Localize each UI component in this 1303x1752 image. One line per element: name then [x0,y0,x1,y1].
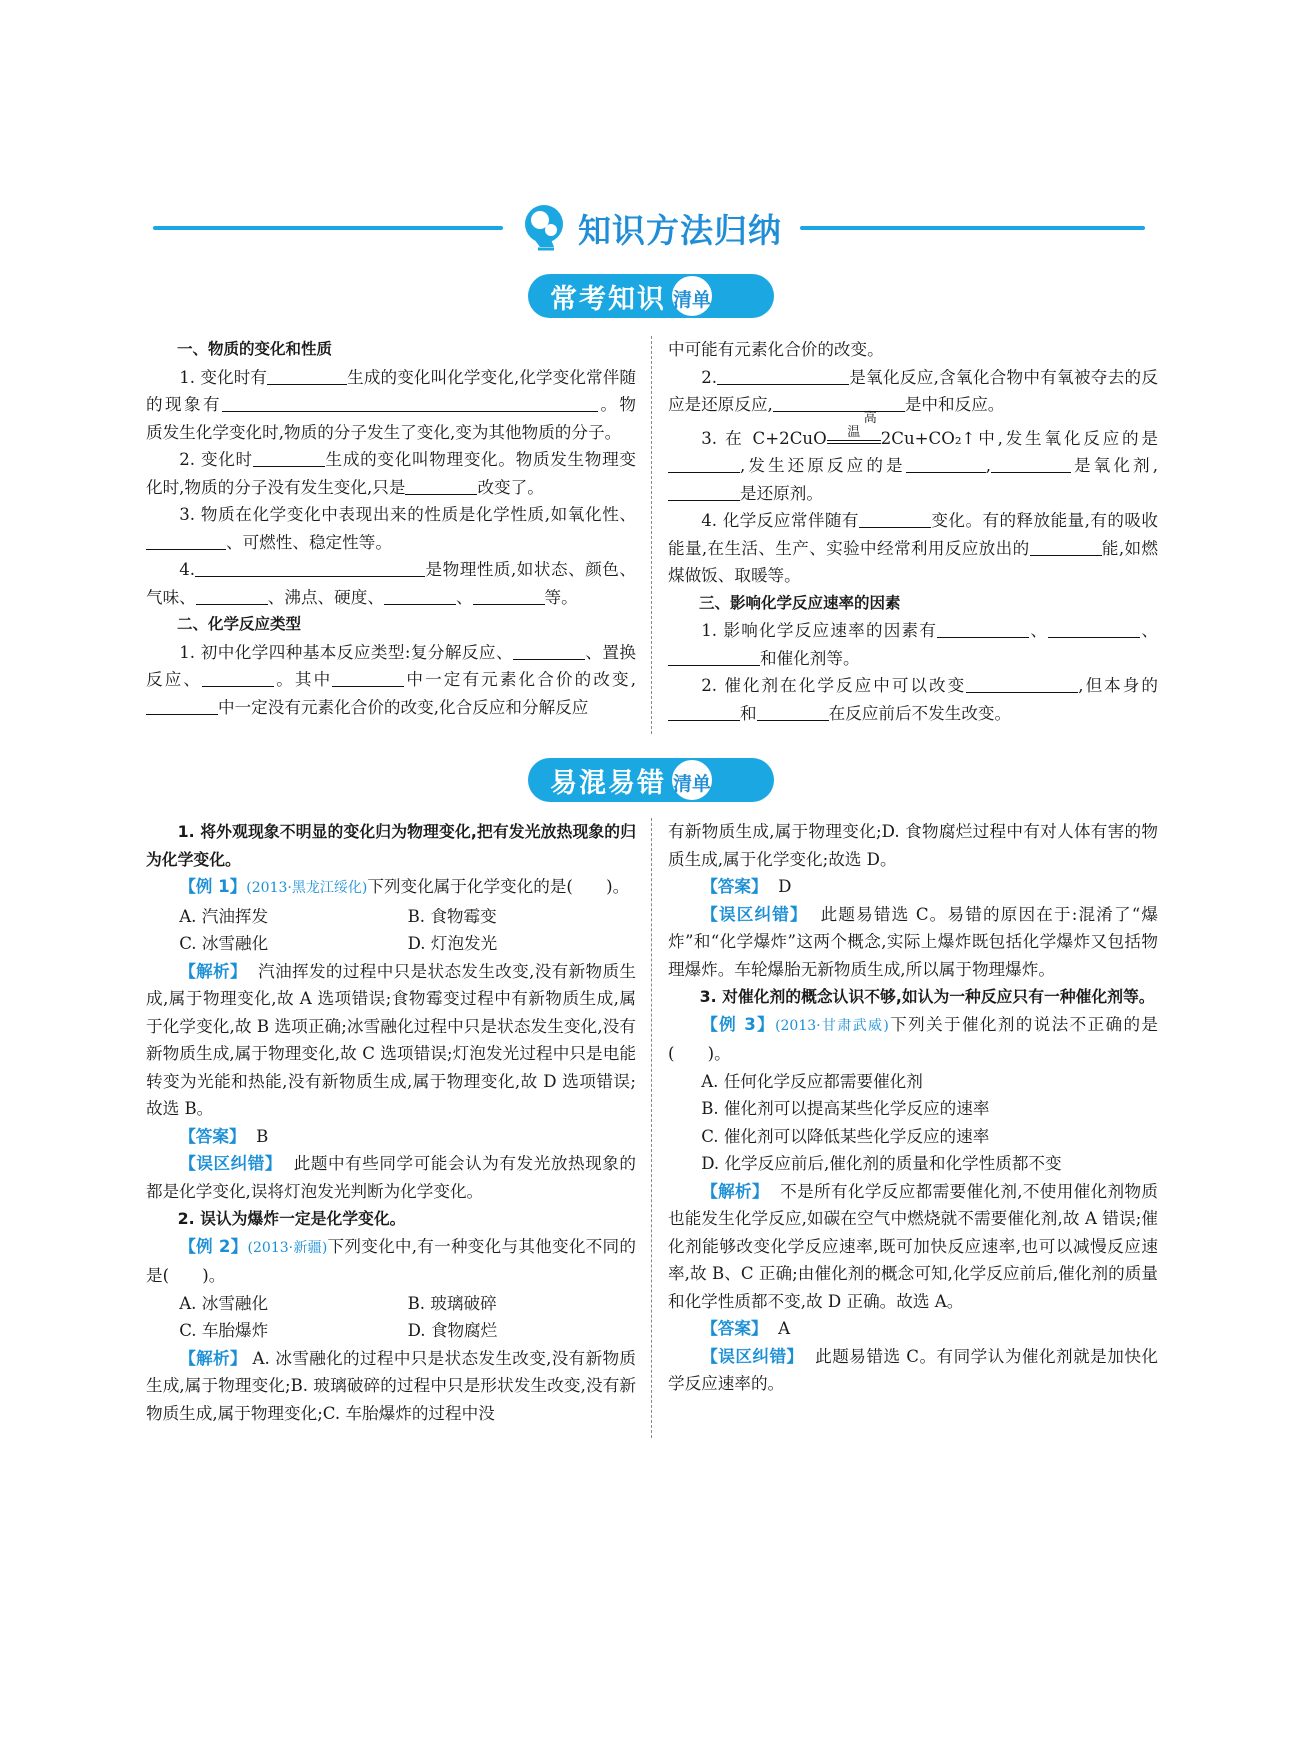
fill-blank[interactable] [717,367,849,385]
fill-blank[interactable] [146,532,226,550]
option-c[interactable]: C. 冰雪融化 [179,934,269,953]
example-1-options-cd [146,930,636,958]
s1-left-column [146,336,636,721]
header-rule-right [800,226,1145,230]
banner-common-knowledge [528,274,774,318]
fill-blank[interactable] [668,703,740,721]
fill-blank[interactable] [1030,538,1102,556]
option-a[interactable]: A. 任何化学反应都需要催化剂 [701,1071,923,1091]
continuation: 中可能有元素化合价的改变。 [668,340,884,359]
fill-blank[interactable] [202,669,274,687]
fill-blank[interactable] [267,367,347,385]
option-c[interactable]: C. 车胎爆炸 [179,1321,269,1340]
option-b[interactable]: B. 玻璃破碎 [407,1293,497,1313]
fill-blank[interactable] [906,455,986,473]
fill-blank[interactable] [253,449,325,467]
answer-1: 【答案】 B [179,1126,269,1146]
correction-3: 【误区纠错】 此题易错选 C。有同学认为催化剂就是加快化学反应速率的。 [668,1346,1158,1393]
example-1: 【例 1】(2013·黑龙江绥化)下列变化属于化学变化的是( )。 [179,877,630,896]
fill-blank[interactable] [513,642,585,660]
column-divider [651,818,652,1438]
lightbulb-icon [520,203,568,253]
header-rule-left [153,226,503,230]
fill-blank[interactable] [991,455,1071,473]
banner-highlight: 清单 [670,758,714,802]
option-a[interactable]: A. 冰雪融化 [179,1293,269,1313]
option-d[interactable]: D. 灯泡发光 [407,934,498,953]
item-3-1: 1. 影响化学反应速率的因素有 、 、和催化剂等。 [668,617,1158,672]
topic-1: 1. 将外观现象不明显的变化归为物理变化,把有发光放热现象的归为化学变化。 [146,822,636,869]
answer-3: 【答案】 A [701,1319,791,1338]
option-b[interactable]: B. 催化剂可以提高某些化学反应的速率 [701,1099,990,1118]
fill-blank[interactable] [222,394,598,412]
item-1-1: 1. 变化时有 生成的变化叫化学变化,化学变化常伴随的现象有 。物质发生化学变化时,物质的分子发生了变化,变为其他物质的分子。 [146,367,636,442]
item-1-3: 3. 物质在化学变化中表现出来的性质是化学性质,如氧化性、、可燃性、稳定性等。 [146,501,636,556]
answer-2: 【答案】 D [701,877,792,896]
s2-left-column [146,818,636,1427]
item-2-2: 2. 是氧化反应,含氧化合物中有氧被夺去的反应是还原反应, 是中和反应。 [668,367,1158,414]
fill-blank[interactable] [405,477,477,495]
heading-3: 三、影响化学反应速率的因素 [699,593,901,612]
fill-blank[interactable] [937,620,1029,638]
analysis-3: 【解析】 不是所有化学反应都需要催化剂,不使用催化剂物质也能发生化学反应,如碳在空气中燃烧就不需要催化剂,故 A 错误;催化剂能够改变化学反应速率,既可加快反应速率,也可以减慢反应速率,故 B、C 正确;由催化剂的概念可知,化学反应前后,催化剂的质量和化学性质都不变,故 D 正确。故选 A。 [668,1181,1158,1311]
fill-blank[interactable] [757,703,829,721]
analysis-2-continued: 有新物质生成,属于物理变化;D. 食物腐烂过程中有对人体有害的物质生成,属于化学变化;故选 D。 [668,822,1158,869]
item-2-4: 4. 化学反应常伴随有 变化。有的释放能量,有的吸收能量,在生活、生产、实验中经常利用反应放出的 能,如燃煤做饭、取暖等。 [668,511,1159,585]
option-b[interactable]: B. 食物霉变 [407,906,497,926]
page-title: 知识方法归纳 [578,210,782,250]
fill-blank[interactable] [668,483,740,501]
heading-2: 二、化学反应类型 [177,615,302,633]
analysis-1: 【解析】 汽油挥发的过程中只是状态发生改变,没有新物质生成,属于物理变化,故 A 选项错误;食物霉变过程中有新物质生成,属于化学变化,故 B 选项正确;冰雪融化过程中只是状态发生变化,没有新物质生成,属于物理变化,故 C 选项错误;灯泡发光过程中只是电能转变为光能和热能,没有新物质生成,属于物理变化,故 D 选项错误;故选 B。 [146,961,636,1118]
correction-1: 【误区纠错】 此题中有些同学可能会认为有发光放热现象的都是化学变化,误将灯泡发光判断为化学变化。 [146,1154,637,1201]
example-2-options-ab [146,1290,636,1318]
option-a[interactable]: A. 汽油挥发 [179,906,269,926]
s2-right-column [668,818,1158,1398]
item-1-2: 2. 变化时 生成的变化叫物理变化。物质发生物理变化时,物质的分子没有发生变化,只是 改变了。 [146,450,637,497]
correction-2: 【误区纠错】 此题易错选 C。易错的原因在于:混淆了“爆炸”和“化学爆炸”这两个概念,实际上爆炸既包括化学爆炸又包括物理爆炸。车轮爆胎无新物质生成,所以属于物理爆炸。 [668,904,1158,979]
analysis-2: 【解析】 A. 冰雪融化的过程中只是状态发生改变,没有新物质生成,属于物理变化;B. 玻璃破碎的过程中只是形状发生改变,没有新物质生成,属于物理变化;C. 车胎爆炸的过程中没 [146,1348,637,1423]
banner-text: 常考知识 [550,283,666,315]
example-3: 【例 3】(2013·甘肃武威)下列关于催化剂的说法不正确的是( )。 [668,1014,1159,1063]
section-header [520,198,782,258]
item-1-4: 4. 是物理性质,如状态、颜色、气味、 、沸点、硬度、 、 等。 [146,560,636,607]
column-divider [651,336,652,734]
banner-highlight: 清单 [670,274,714,318]
fill-blank[interactable] [668,648,760,666]
fill-blank[interactable] [773,394,905,412]
topic-3: 3. 对催化剂的概念认识不够,如认为一种反应只有一种催化剂等。 [699,987,1155,1006]
option-d[interactable]: D. 化学反应前后,催化剂的质量和化学性质都不变 [701,1154,1062,1173]
topic-2: 2. 误认为爆炸一定是化学变化。 [177,1209,406,1228]
fill-blank[interactable] [1048,620,1140,638]
fill-blank[interactable] [668,455,740,473]
heading-1: 一、物质的变化和性质 [177,340,333,358]
example-2-options-cd [146,1317,636,1345]
fill-blank[interactable] [473,587,545,605]
example-2: 【例 2】(2013·新疆)下列变化中,有一种变化与其他变化不同的是( )。 [146,1236,636,1285]
banner-error-prone [528,758,774,802]
option-c[interactable]: C. 催化剂可以降低某些化学反应的速率 [701,1126,990,1146]
fill-blank[interactable] [384,587,456,605]
item-2-3: 3. 在 C+2CuO 高温 2Cu+CO₂↑中,发生氧化反应的是,发生还原反应的是 , 是氧化剂,是还原剂。 [668,425,1158,508]
fill-blank[interactable] [859,510,931,528]
example-1-options-ab [146,903,636,931]
fill-blank[interactable] [195,559,425,577]
fill-blank[interactable] [196,587,268,605]
option-d[interactable]: D. 食物腐烂 [407,1321,498,1340]
fill-blank[interactable] [146,697,218,715]
fill-blank[interactable] [966,675,1078,693]
banner-text: 易混易错 [550,767,666,799]
s1-right-column [668,336,1158,727]
reaction-condition: 高温 [827,428,881,444]
fill-blank[interactable] [332,669,404,687]
item-2-1: 1. 初中化学四种基本反应类型:复分解反应、 、置换反应、 。其中 中一定有元素化合价的改变,中一定没有元素化合价的改变,化合反应和分解反应 [146,642,637,717]
item-3-2: 2. 催化剂在化学反应中可以改变 ,但本身的和 在反应前后不发生改变。 [668,672,1158,727]
